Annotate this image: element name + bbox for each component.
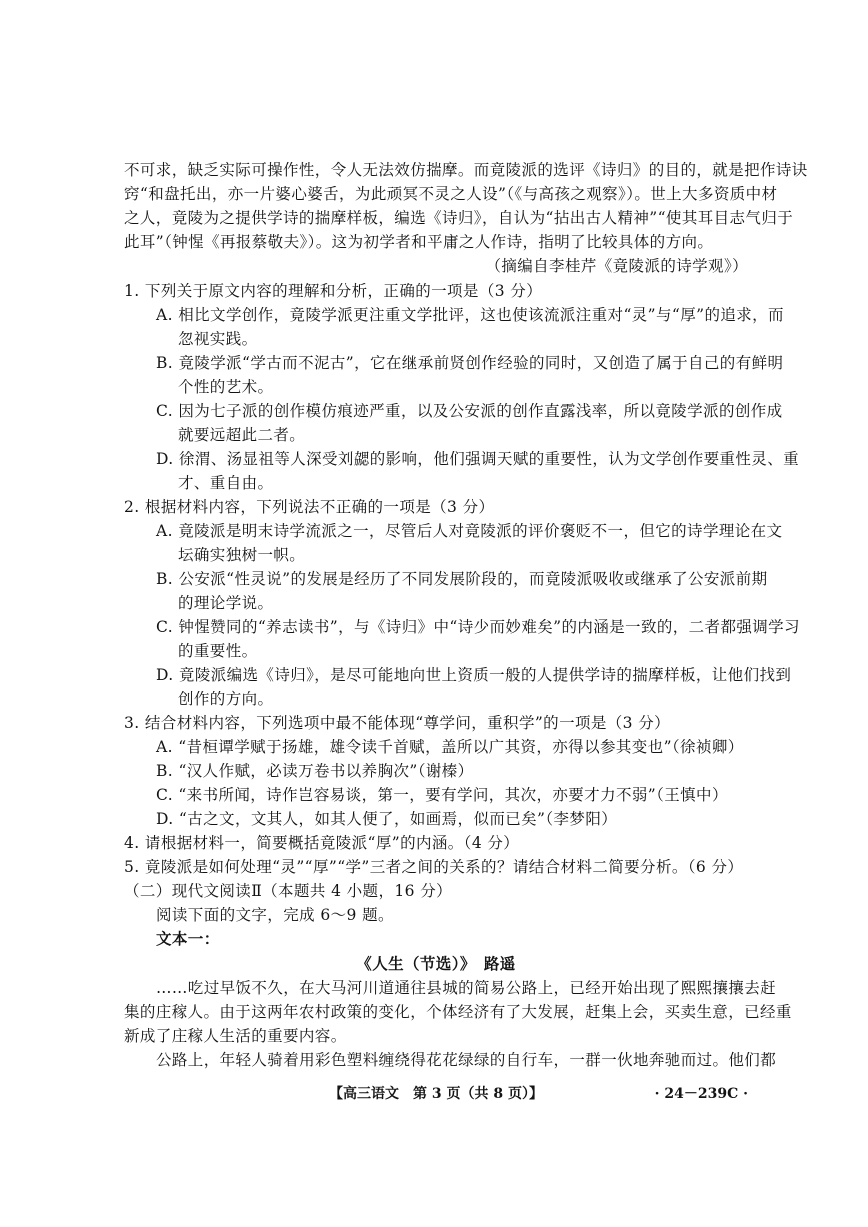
q1-option-b: B. 竟陵学派“学古而不泥古”，它在继承前贤创作经验的同时，又创造了属于自己的有鲜明 — [156, 354, 784, 372]
q2-option-b-cont: 的理论学说。 — [178, 594, 274, 612]
question-2-stem: 2. 根据材料内容，下列说法不正确的一项是（3 分） — [124, 498, 495, 516]
footer-page-info: 【高三语文 第 3 页（共 8 页）】 — [329, 1086, 543, 1102]
q1-option-d: D. 徐渭、汤显祖等人深受刘勰的影响，他们强调天赋的重要性，认为文学创作要重性灵、重 — [156, 450, 800, 468]
question-4: 4. 请根据材料一，简要概括竟陵派“厚”的内涵。（4 分） — [124, 834, 520, 852]
q3-option-a: A. “昔桓谭学赋于扬雄，雄令读千首赋，盖所以广其资，亦得以参其变也”（徐祯卿） — [156, 738, 744, 756]
passage-title: 《人生（节选）》 路遥 — [356, 954, 516, 973]
question-5: 5. 竟陵派是如何处理“灵”“厚”“学”三者之间的关系的？请结合材料二简要分析。（6 分） — [124, 858, 744, 876]
q3-option-d: D. “古之文，文其人，如其人便了，如画焉，似而已矣”（李梦阳） — [156, 810, 618, 828]
paragraph-line: 此耳”（钟惺《再报蔡敬夫》）。这为初学者和平庸之人作诗，指明了比较具体的方向。 — [124, 233, 714, 251]
q2-option-a-cont: 坛确实独树一帜。 — [178, 546, 306, 564]
footer-code: · 24－239C · — [654, 1086, 748, 1102]
passage-line: 公路上，年轻人骑着用彩色塑料缠绕得花花绿绿的自行车，一群一伙地奔驰而过。他们都 — [156, 1051, 777, 1069]
paragraph-line: 窍“和盘托出，亦一片婆心婆舌，为此顽冥不灵之人设”（《与高孩之观察》）。世上大多资质中材 — [124, 185, 778, 203]
q2-option-b: B. 公安派“性灵说”的发展是经历了不同发展阶段的，而竟陵派吸收或继承了公安派前期 — [156, 570, 768, 588]
q1-option-a-cont: 忽视实践。 — [178, 330, 258, 348]
question-3-stem: 3. 结合材料内容，下列选项中最不能体现“尊学问，重积学”的一项是（3 分） — [124, 714, 671, 732]
q2-option-c: C. 钟惺赞同的“养志读书”，与《诗归》中“诗少而妙难矣”的内涵是一致的，二者都强调学习 — [156, 618, 800, 636]
text-label: 文本一： — [156, 929, 220, 948]
q2-option-d-cont: 创作的方向。 — [178, 690, 274, 708]
q2-option-d: D. 竟陵派编选《诗归》，是尽可能地向世上资质一般的人提供学诗的揣摩样板，让他们找到 — [156, 666, 792, 684]
q1-option-c: C. 因为七子派的创作模仿痕迹严重，以及公安派的创作直露浅率，所以竟陵学派的创作成 — [156, 402, 783, 420]
q2-option-a: A. 竟陵派是明末诗学流派之一，尽管后人对竟陵派的评价褒贬不一，但它的诗学理论在文 — [156, 522, 783, 540]
paragraph-line: 之人，竟陵为之提供学诗的揣摩样板，编选《诗归》，自认为“拈出古人精神”“使其耳目志气归于 — [124, 209, 794, 227]
passage-line: ……吃过早饭不久，在大马河川道通往县城的简易公路上，已经开始出现了熙熙攘攘去赶 — [156, 979, 777, 997]
source-citation: （摘编自李桂芹《竟陵派的诗学观》） — [485, 257, 748, 275]
reading-instruction: 阅读下面的文字，完成 6～9 题。 — [156, 906, 394, 924]
passage-line: 新成了庄稼人生活的重要内容。 — [124, 1027, 347, 1045]
question-1-stem: 1. 下列关于原文内容的理解和分析，正确的一项是（3 分） — [124, 282, 543, 300]
section-heading: （二）现代文阅读Ⅱ（本题共 4 小题，16 分） — [124, 882, 453, 900]
q2-option-c-cont: 的重要性。 — [178, 642, 258, 660]
passage-line: 集的庄稼人。由于这两年农村政策的变化，个体经济有了大发展，赶集上会，买卖生意，已经重 — [124, 1003, 792, 1021]
q1-option-d-cont: 才、重自由。 — [178, 474, 274, 492]
q1-option-a: A. 相比文学创作，竟陵学派更注重文学批评，这也使该流派注重对“灵”与“厚”的追求，而 — [156, 306, 784, 324]
page-footer — [124, 1083, 748, 1105]
q3-option-c: C. “来书所闻，诗作岂容易谈，第一，要有学问，其次，亦要才力不弱”（王慎中） — [156, 786, 728, 804]
q1-option-b-cont: 个性的艺术。 — [178, 378, 274, 396]
q3-option-b: B. “汉人作赋，必读万卷书以养胸次”（谢榛） — [156, 762, 474, 780]
q1-option-c-cont: 就要远超此二者。 — [178, 426, 306, 444]
paragraph-line: 不可求，缺乏实际可操作性，令人无法效仿揣摩。而竟陵派的选评《诗归》的目的，就是把作诗诀 — [124, 161, 808, 179]
